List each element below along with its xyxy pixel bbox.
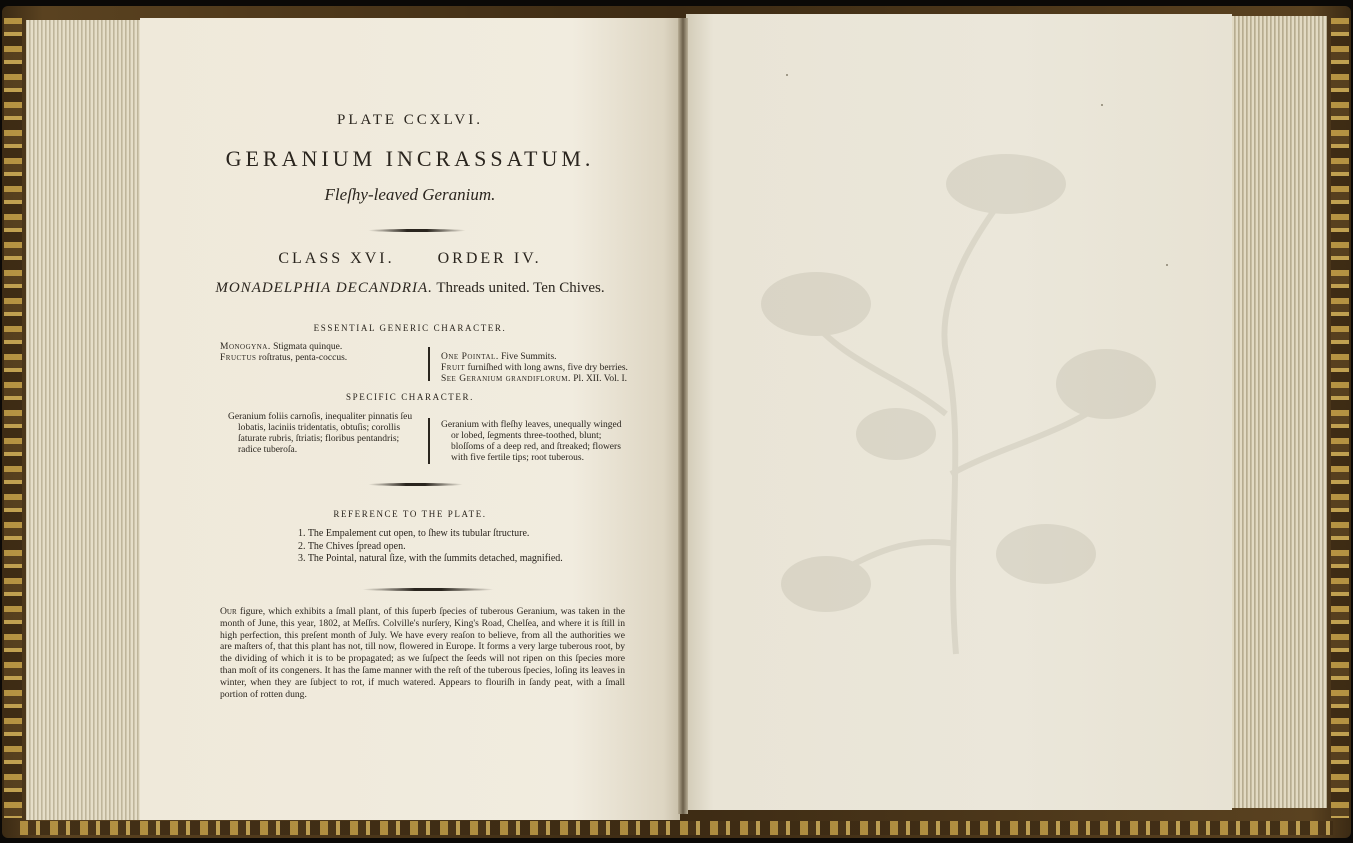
specific-english-column: [441, 420, 631, 464]
class-label: CLASS XVI.: [278, 250, 395, 267]
specific-latin-text: Geranium foliis carnoſis, inequaliter pinnatis ſeu lobatis, laciniis tridentatis, obtuſis; corollis ſaturate rubris, ſtriatis; floribus pentandris; radice tuberoſa.: [228, 412, 413, 455]
description-lead: Our: [220, 606, 237, 617]
genus-title: GERANIUM INCRASSATUM.: [225, 146, 595, 171]
page-edges-left: [26, 20, 142, 820]
order-label: ORDER IV.: [437, 250, 542, 267]
generic-english-line: One Pointal. Five Summits.: [441, 352, 557, 362]
specific-character-heading: SPECIFIC CHARACTER.: [346, 392, 474, 402]
gilt-border-bottom: [20, 821, 1333, 835]
paper-speck: [786, 74, 788, 76]
column-brace: [428, 418, 430, 464]
page-edges-right: [1227, 16, 1327, 808]
specific-english-text: Geranium with fleſhy leaves, unequally winged or lobed, ſegments three-toothed, blunt; bloſſoms of a deep red, and ſtreaked; flowers with five fertile tips; root tuberous.: [441, 420, 622, 463]
ornamental-rule: [362, 588, 494, 591]
generic-latin-line: Fructus roſtratus, penta-coccus.: [220, 353, 348, 363]
paper-speck: [1101, 104, 1103, 106]
generic-english-line: Fruit furniſhed with long awns, five dry berries.: [441, 363, 628, 373]
system-name: MONADELPHIA DECANDRIA.: [215, 280, 433, 296]
paper-speck: [1166, 264, 1168, 266]
linnaean-system-line: [140, 280, 680, 297]
column-brace: [428, 347, 430, 381]
generic-latin-line: Monogyna. Stigmata quinque.: [220, 342, 343, 352]
reference-item: 3. The Pointal, natural ſize, with the ſummits detached, magnified.: [298, 553, 563, 564]
common-name: Fleſhy-leaved Geranium.: [324, 185, 496, 204]
gilt-border-left: [4, 18, 22, 818]
reference-item: 2. The Chives ſpread open.: [298, 540, 406, 552]
system-description: Threads united. Ten Chives.: [436, 280, 605, 296]
reference-heading: REFERENCE TO THE PLATE.: [333, 509, 487, 519]
plate-number: PLATE CCXLVI.: [337, 112, 483, 128]
book-gutter: [678, 18, 688, 814]
reference-item: 1. The Empalement cut open, to ſhew its tubular ſtructure.: [298, 528, 530, 539]
specific-latin-column: [228, 412, 418, 456]
generic-character-heading: ESSENTIAL GENERIC CHARACTER.: [313, 323, 507, 333]
ornamental-rule: [368, 483, 463, 486]
ornamental-rule: [368, 229, 466, 232]
generic-latin-column: [220, 342, 415, 364]
plate-show-through-image: [746, 114, 1166, 674]
generic-english-column: [441, 352, 641, 385]
description-text: figure, which exhibits a ſmall plant, of this ſuperb ſpecies of tuberous Geranium, was taken in the month of June, this year, 1802, at Meſſrs. Colville's nurſery, King's Road, Chelſea, and where it is ſtill in high perfection, this preſent month of July. We have every reaſon to believe, from all the authorities we are maſters of, that this plant has not, till now, flowered in Europe. It forms a very large tuberous root, by the dividing of which it is to be propagated; as we ſuſpect the ſeeds will not ripen on this ſpecies more than moſt of its congeners. It has the ſame manner with the reſt of the tuberous ſpecies, loſing its leaves in winter, when they are ſubject to rot, if much watered. Appears to flouriſh in ſandy peat, with a ſmall portion of rotten dung.: [220, 606, 625, 700]
class-order-line: [140, 250, 680, 268]
generic-english-line: See Geranium grandiflorum. Pl. XII. Vol. I.: [441, 374, 628, 384]
reference-list: [298, 528, 563, 566]
gilt-border-right: [1331, 18, 1349, 818]
description-paragraph: [220, 606, 625, 700]
blank-right-page: [686, 14, 1232, 810]
